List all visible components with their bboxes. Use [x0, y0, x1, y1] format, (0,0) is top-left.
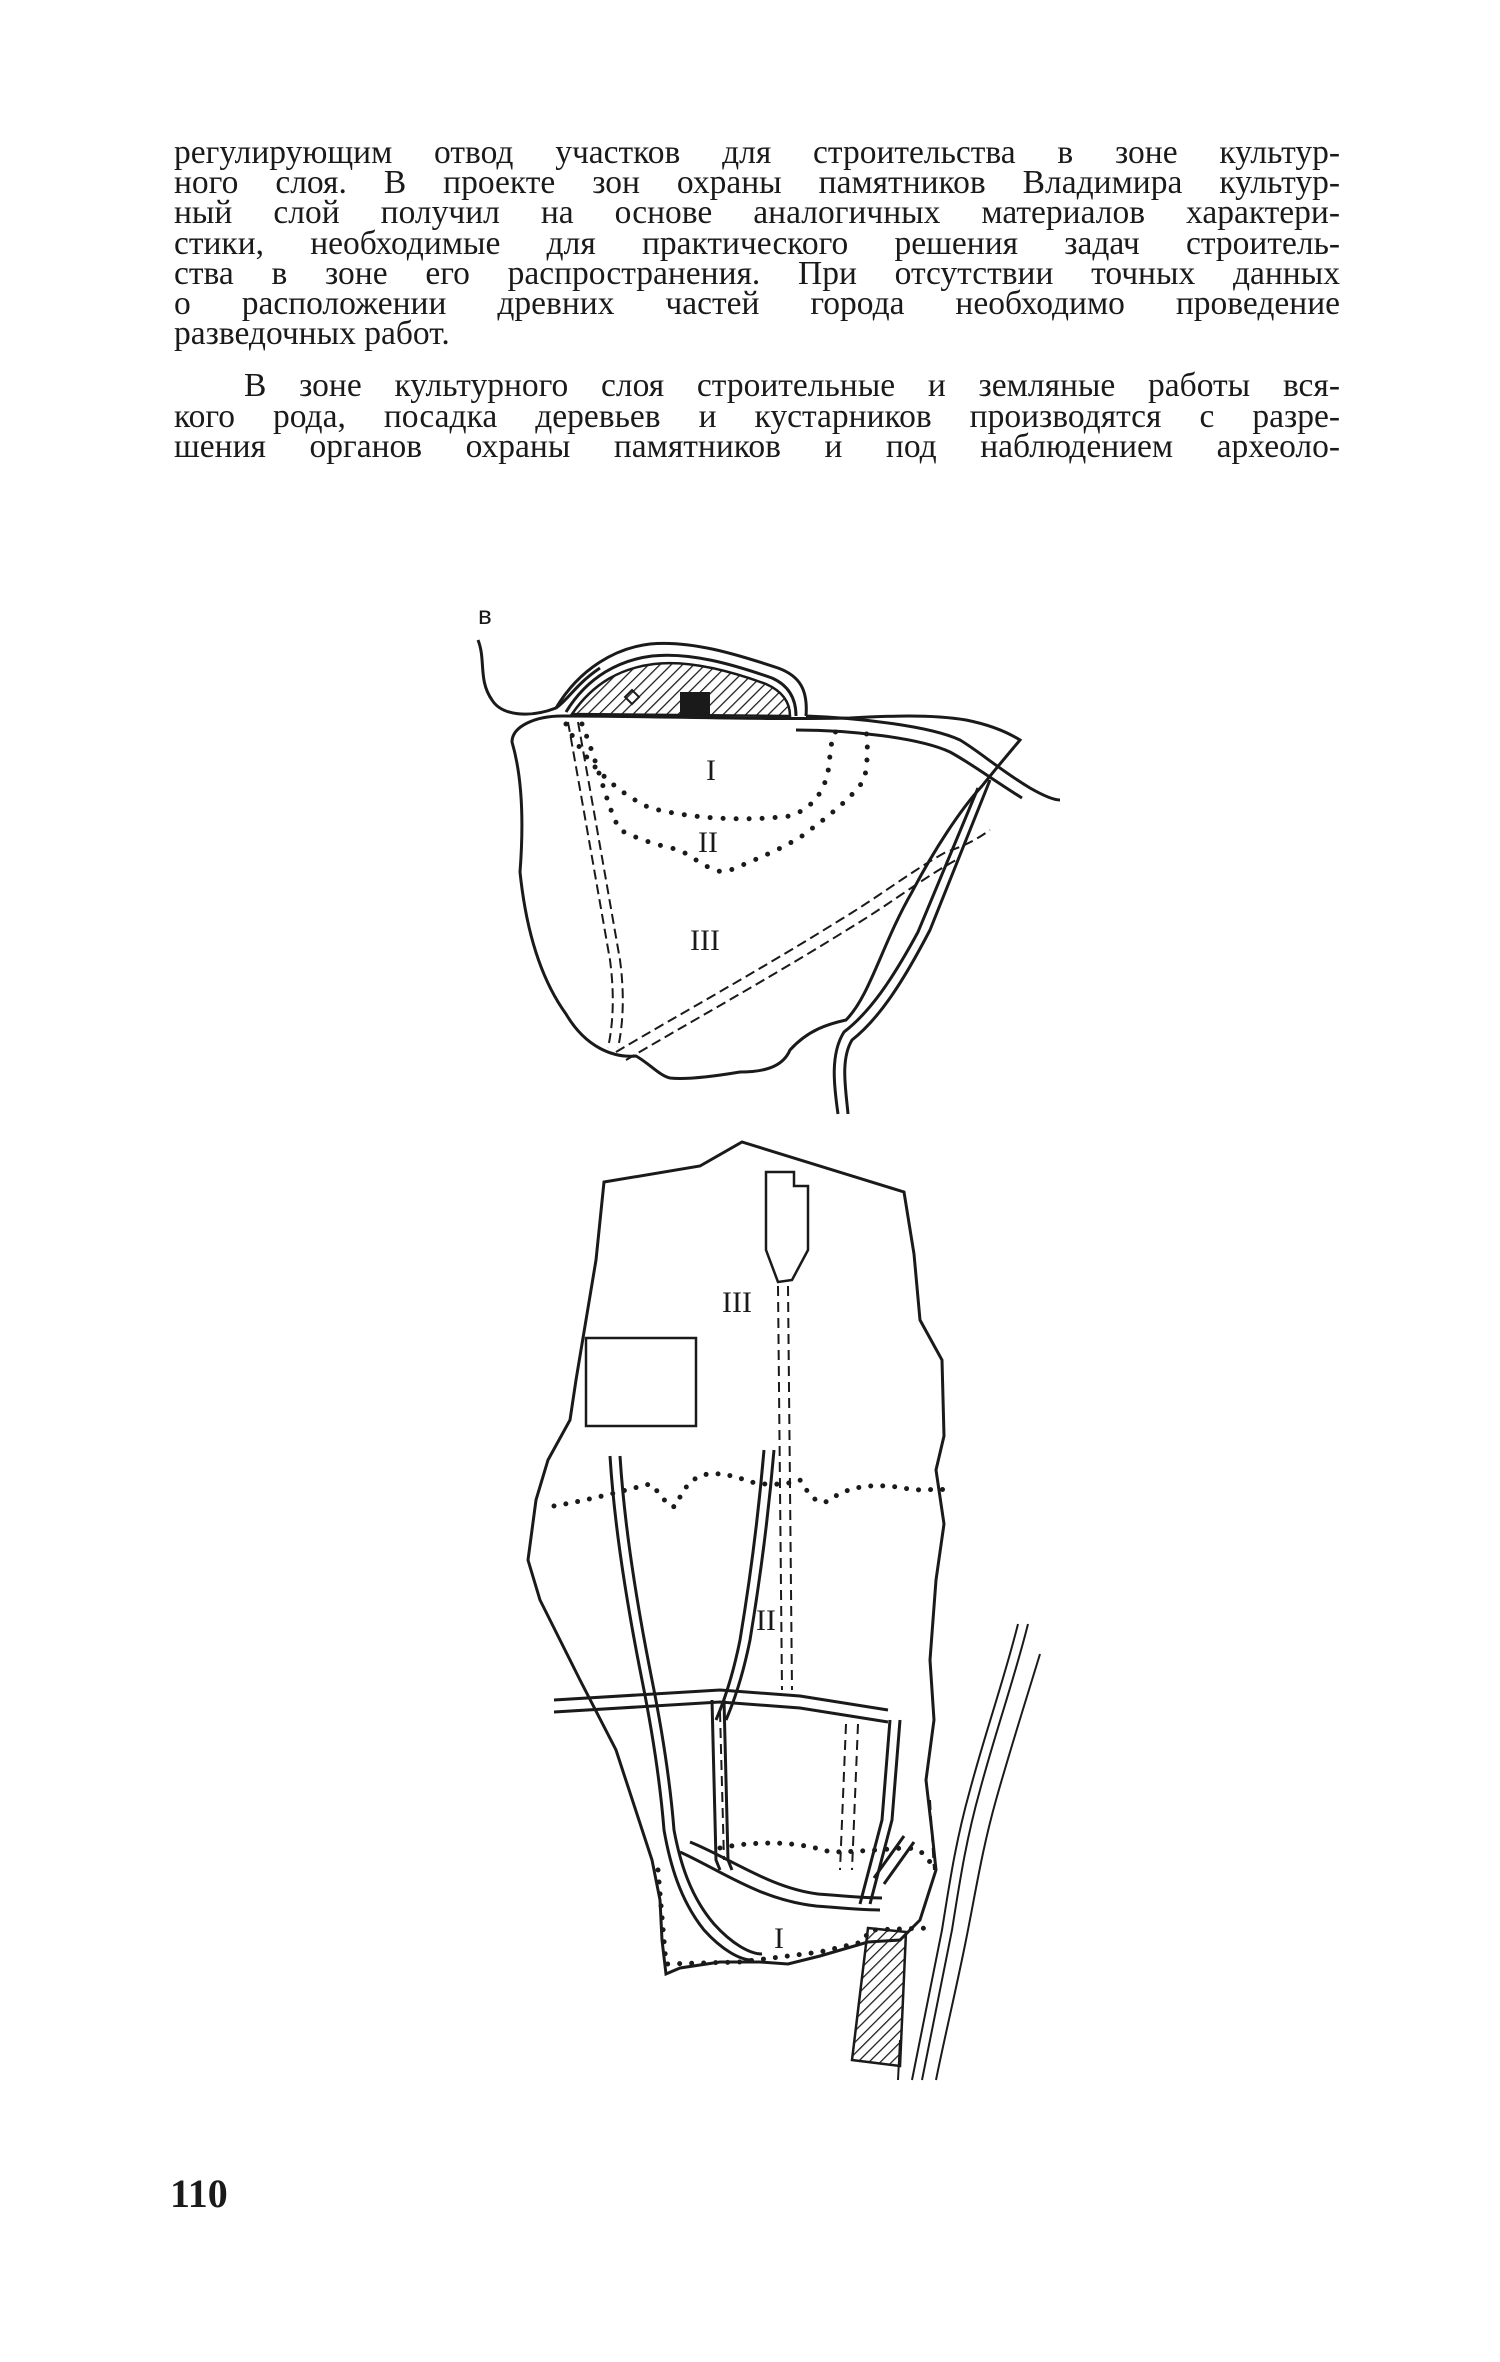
text-line: кого рода, посадка деревьев и кустарников производятся с разре- — [174, 397, 1340, 435]
zone-label: I — [774, 1922, 784, 1955]
upper-map — [478, 640, 1060, 1114]
road-east — [806, 716, 1060, 800]
text-line: стики, необходимые для практического решения задач строитель- — [174, 224, 1340, 262]
dashed-zone-line — [616, 830, 990, 1052]
figure-label: в — [478, 600, 492, 630]
text-line: ства в зоне его распространения. При отсутствии точных данных — [174, 254, 1340, 292]
lower-map — [528, 1142, 1040, 2080]
hatched-building — [852, 1928, 906, 2066]
road-bottom — [680, 1852, 880, 1910]
cathedral-block — [680, 692, 710, 716]
lower-dashed-lines — [720, 1286, 934, 1870]
page-number: 110 — [170, 2171, 228, 2216]
lower-dotted-lines — [554, 1474, 948, 1964]
dotted-zone-II — [582, 724, 867, 872]
text-line: шения органов охраны памятников и под наблюдением археоло- — [174, 427, 1340, 465]
road-vertical-left — [712, 1700, 720, 1870]
building-block — [586, 1338, 696, 1426]
text-line: разведочных работ. — [174, 315, 450, 353]
dotted-zone-I — [566, 724, 836, 819]
dashed-vertical-c — [852, 1724, 858, 1870]
zone-label: II — [756, 1604, 776, 1637]
text-line: ного слоя. В проекте зон охраны памятников Владимира культур- — [174, 164, 1340, 202]
road-south-inner — [834, 788, 978, 1114]
zone-label: I — [706, 754, 716, 787]
tall-building — [766, 1172, 808, 1282]
text-line: регулирующим отвод участков для строительства в зоне культур- — [174, 134, 1340, 171]
dashed-zone-line-2 — [626, 860, 956, 1060]
dashed-axis-left — [778, 1286, 782, 1690]
road-branch — [874, 1836, 904, 1878]
dashed-road-west-2 — [578, 722, 623, 1048]
river-right-2 — [922, 1624, 1028, 2080]
text-line: о расположении древних частей города необходимо проведение — [174, 285, 1340, 323]
zone-label: II — [698, 826, 718, 859]
upper-dashed-lines — [568, 722, 990, 1060]
lower-boundary — [528, 1142, 944, 1974]
upper-zone-labels — [690, 754, 720, 957]
dashed-axis-right — [788, 1286, 792, 1690]
zone-label: III — [722, 1286, 752, 1319]
text-line: В зоне культурного слоя строительные и земляные работы вся- — [244, 367, 1340, 405]
road-south — [845, 780, 990, 1114]
dashed-vertical-b — [840, 1724, 846, 1870]
text-line: ный слой получил на основе аналогичных материалов характери- — [174, 194, 1340, 232]
zone-label: III — [690, 924, 720, 957]
